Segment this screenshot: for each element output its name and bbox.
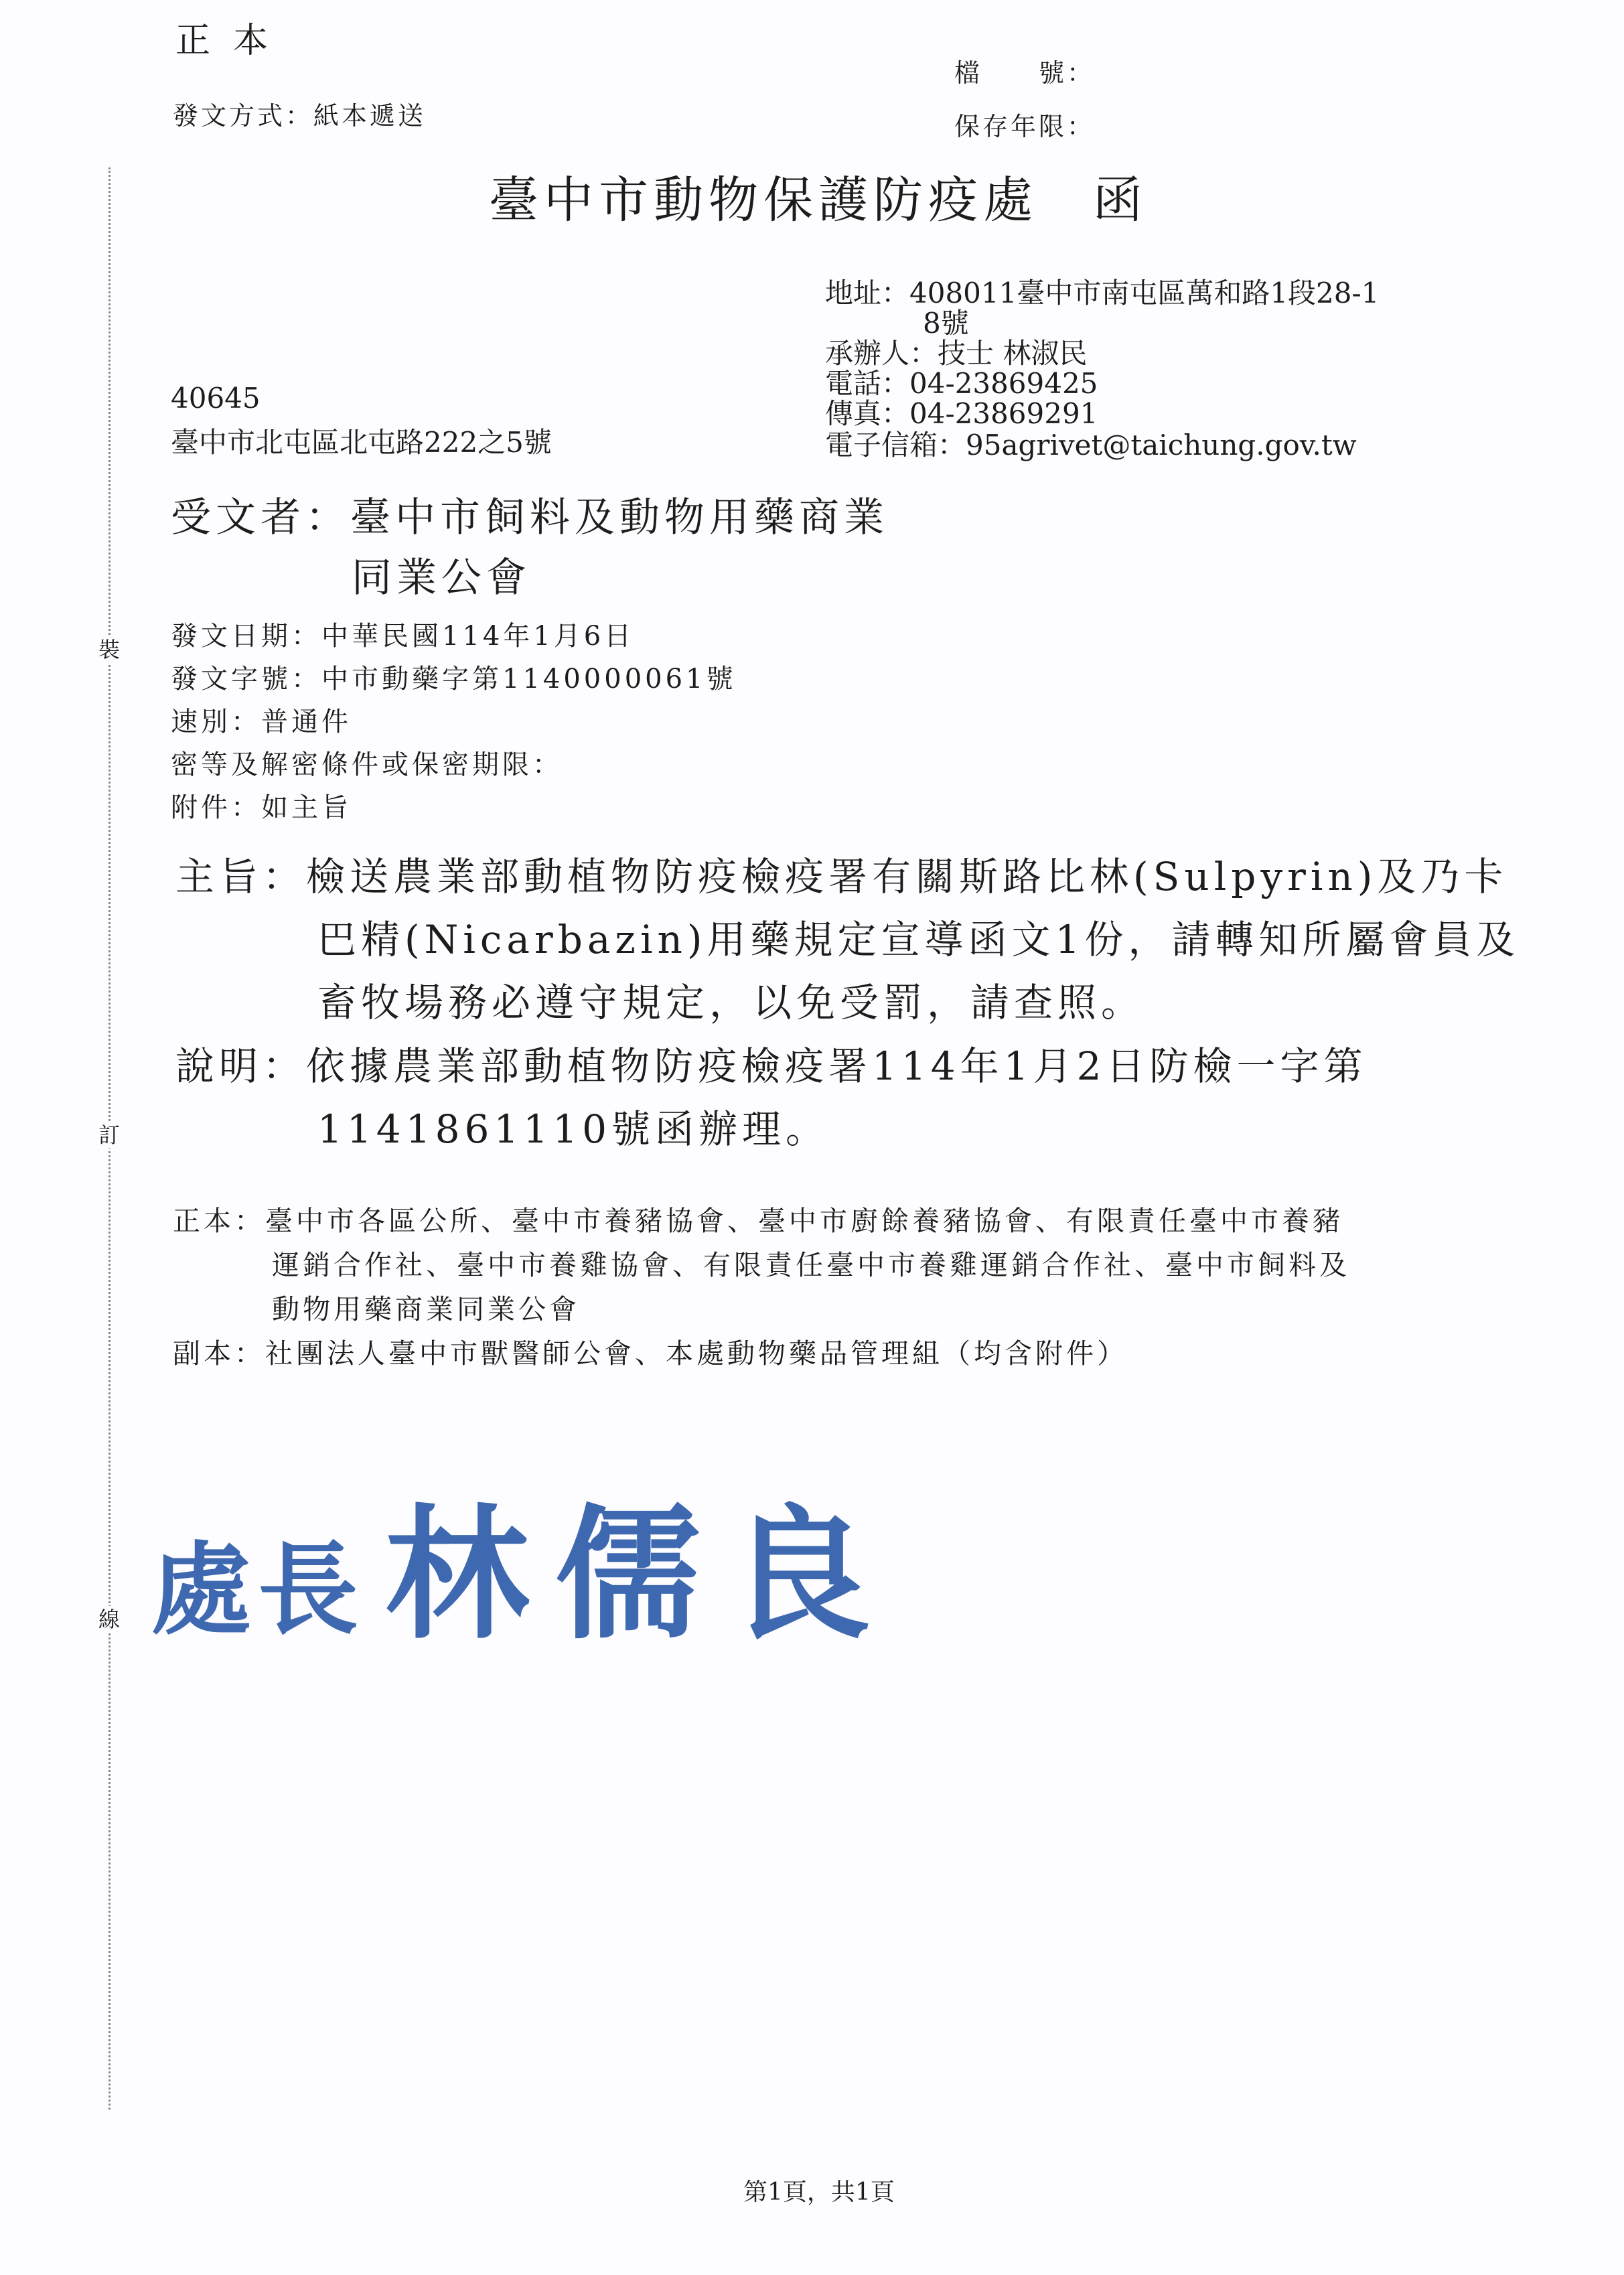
- sender-phone: 電話：04-23869425: [825, 367, 1098, 400]
- subject-paragraph: [175, 845, 1520, 1034]
- binding-mark-xian: 線: [98, 1607, 120, 1632]
- original-recipients-line1: 正本：臺中市各區公所、臺中市養豬協會、臺中市廚餘養豬協會、有限責任臺中市養豬: [173, 1205, 1343, 1237]
- binding-mark-zhuang: 裝: [98, 637, 120, 662]
- signature-name: 林儒良: [385, 1491, 898, 1659]
- explanation-paragraph: [175, 1035, 1368, 1161]
- sender-fax: 傳真：04-23869291: [825, 397, 1098, 430]
- explanation-line1: 說明：依據農業部動植物防疫檢疫署114年1月2日防檢一字第: [175, 1043, 1368, 1089]
- issue-date: 發文日期：中華民國114年1月6日: [171, 621, 635, 652]
- recipient-name-line1: 受文者：臺中市飼料及動物用藥商業: [171, 494, 889, 541]
- subject-line2: 巴精(Nicarbazin)用藥規定宣導函文1份，請轉知所屬會員及: [317, 917, 1520, 962]
- file-number-label: 檔 號：: [954, 58, 1096, 88]
- page-number: 第1頁，共1頁: [743, 2179, 895, 2206]
- sender-contact: 承辦人：技士 林淑民: [825, 337, 1088, 370]
- sender-email: 電子信箱：95agrivet@taichung.gov.tw: [825, 429, 1357, 461]
- document-number: 發文字號：中市動藥字第1140000061號: [171, 664, 737, 694]
- signature-stamp: [151, 1460, 897, 1666]
- retention-period-label: 保存年限：: [954, 112, 1096, 141]
- copy-recipients-line1: 副本：社團法人臺中市獸醫師公會、本處動物藥品管理組（均含附件）: [173, 1337, 1128, 1370]
- distribution-list: [173, 1199, 1350, 1376]
- original-recipients-line2: 運銷合作社、臺中市養雞協會、有限責任臺中市養雞運銷合作社、臺中市飼料及: [272, 1249, 1350, 1281]
- subject-line1: 主旨：檢送農業部動植物防疫檢疫署有關斯路比林(Sulpyrin)及乃卡: [175, 854, 1508, 899]
- sender-address-line2: 8號: [923, 307, 969, 340]
- sender-address-line1: 地址：408011臺中市南屯區萬和路1段28-1: [825, 277, 1380, 309]
- security-level: 密等及解密條件或保密期限：: [171, 749, 563, 780]
- binding-mark-ding: 訂: [98, 1122, 120, 1148]
- signature-title: 處長: [151, 1532, 366, 1649]
- subject-line3: 畜牧場務必遵守規定，以免受罰，請查照。: [317, 980, 1145, 1025]
- copy-type-label: 正本: [175, 21, 291, 61]
- attachment-note: 附件：如主旨: [171, 792, 352, 823]
- delivery-speed: 速別：普通件: [171, 707, 352, 737]
- delivery-method: 發文方式：紙本遞送: [173, 101, 427, 131]
- original-recipients-line3: 動物用藥商業同業公會: [272, 1293, 580, 1325]
- document-title: 臺中市動物保護防疫處 函: [489, 171, 1148, 229]
- recipient-name-line2: 同業公會: [352, 555, 531, 601]
- recipient-postal-code: 40645: [171, 382, 261, 415]
- explanation-line2: 1141861110號函辦理。: [317, 1106, 830, 1152]
- recipient-address: 臺中市北屯區北屯路222之5號: [171, 426, 552, 459]
